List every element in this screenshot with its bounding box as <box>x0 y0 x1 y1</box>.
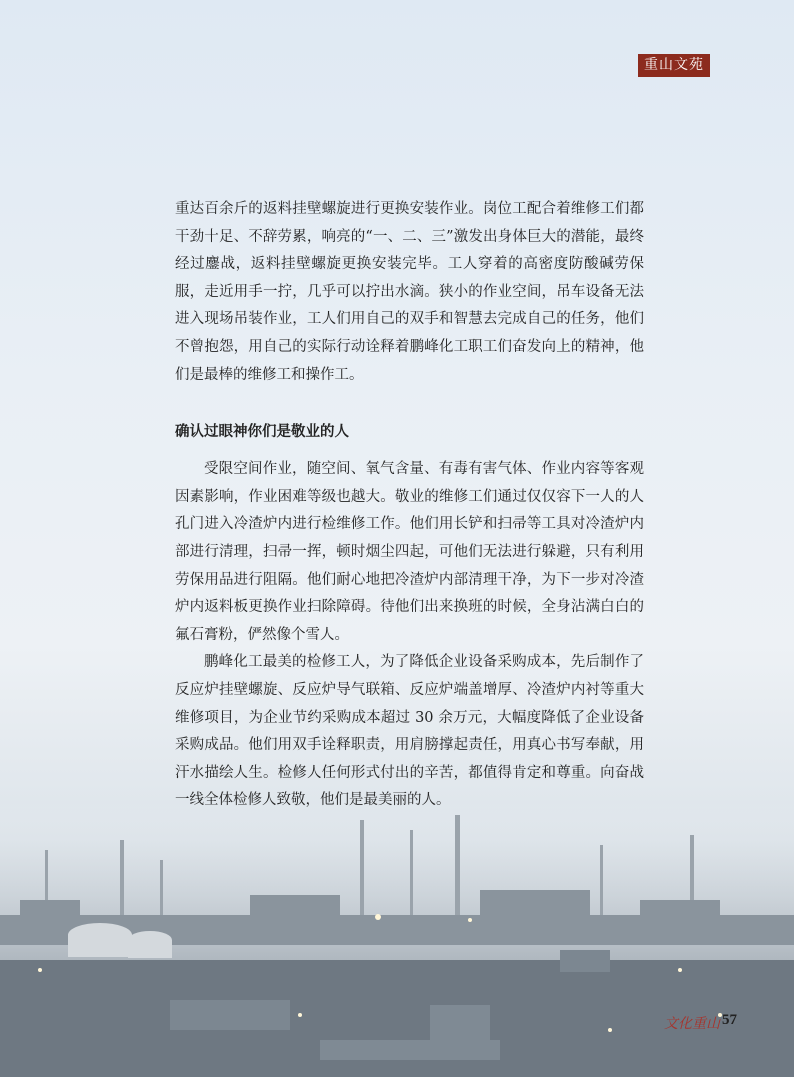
section-heading: 确认过眼神你们是敬业的人 <box>175 424 349 441</box>
section-tag: 重山文苑 <box>638 54 710 77</box>
article-body <box>175 196 644 815</box>
paragraph-3: 鹏峰化工最美的检修工人，为了降低企业设备采购成本，先后制作了反应炉挂壁螺旋、反应炉导气联箱、反应炉端盖增厚、冷渣炉内衬等重大维修项目，为企业节约采购成本超过 30 余万元，大幅度降低了企业设备采购成品。他们用双手诠释职责，用肩膀撑起责任，用真心书写奉献，用汗水描绘人生。检修人任何形式付出的辛苦，都值得肯定和尊重。向奋战 <box>175 654 644 781</box>
paragraph-1: 重达百余斤的返料挂壁螺旋进行更换安装作业。岗位工配合着维修工们都干劲十足、不辞劳累，响亮的“一、二、三”激发出身体巨大的潜能，最终经过鏖战，返料挂壁螺旋更换安装完毕。工人穿着的高密度防酸碱劳保服，走近用手一拧，几乎可以拧出水滴。狭小的作业空间，吊车设备无法进入现场吊装作业，工人们用自己的双手和智慧去完成自己的任务，他们不曾抱怨，用自己的实际行动诠释着鹏峰化工职工们奋发向上的精神，他们是最棒的维修工和操作工。 <box>175 201 644 383</box>
city-skyline-illustration <box>0 800 794 1077</box>
page-number: 57 <box>722 1012 737 1028</box>
magazine-brand: 文化重山 <box>664 1016 720 1032</box>
paragraph-2: 受限空间作业，随空间、氧气含量、有毒有害气体、作业内容等客观因素影响，作业困难等级也越大。敬业的维修工们通过仅仅容下一人的人孔门进入冷渣炉内进行检维修工作。他们用长铲和扫帚等工具对冷渣炉内部进行清理，扫帚一挥，顿时烟尘四起，可他们无法进行躲避，只有利用劳保用品进行阻隔。他们耐心地把冷渣炉内部清理干净，为下一步对冷渣炉内返料板更换作业扫除障碍。待他们出来换班的时候，全身沾满白白的氟石膏粉，俨然像个雪人。 <box>175 461 644 643</box>
